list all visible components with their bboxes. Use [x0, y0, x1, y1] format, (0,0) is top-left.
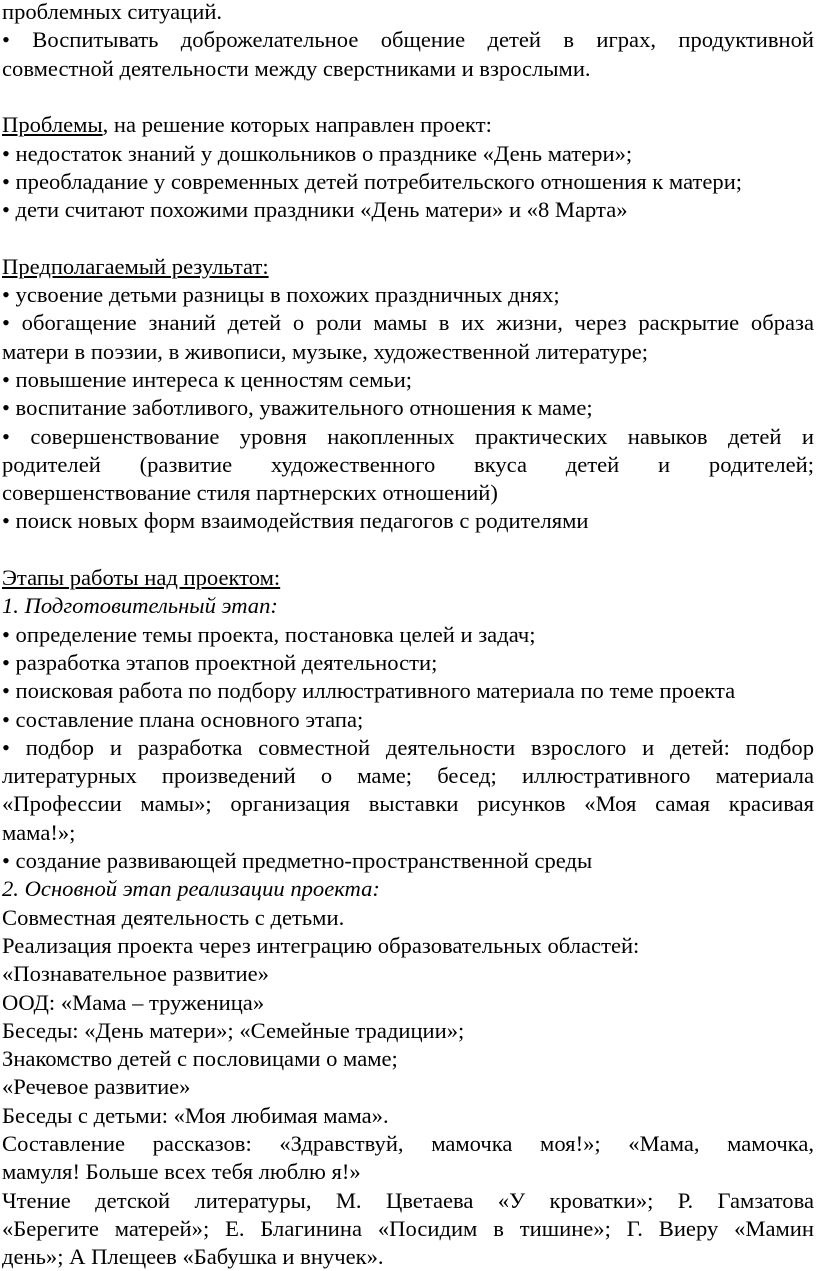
stage1-line: • поисковая работа по подбору иллюстративного материала по теме проекта	[2, 678, 736, 704]
stage2-line: «Речевое развитие»	[2, 1074, 191, 1100]
result-line: матери в поэзии, в живописи, музыке, художественной литературе;	[2, 338, 649, 364]
stage2-line: ООД: «Мама – труженица»	[2, 989, 265, 1015]
stage1-title: 1. Подготовительный этап:	[2, 593, 278, 619]
stage2-line: Составление рассказов: «Здравствуй, мамочка моя!»; «Мама, мамочка,	[2, 1131, 814, 1156]
stage1-line: • создание развивающей предметно-пространственной среды	[2, 848, 593, 873]
result-line: • воспитание заботливого, уважительного отношения к маме;	[2, 395, 593, 421]
stage2-line: Реализация проекта через интеграцию образовательных областей:	[2, 932, 640, 958]
stage2-title: 2. Основной этап реализации проекта:	[2, 876, 380, 902]
stage1-line: • подбор и разработка совместной деятельности взрослого и детей: подбор	[2, 734, 814, 760]
result-line: совершенствование стиля партнерских отношений)	[2, 480, 498, 506]
stage2-line: Беседы: «День матери»; «Семейные традиции»;	[2, 1017, 465, 1043]
problem-item: • преобладание у современных детей потребительского отношения к матери;	[2, 168, 743, 194]
stage1-line: • составление плана основного этапа;	[2, 706, 364, 732]
problem-item: • дети считают похожими праздники «День матери» и «8 Марта»	[2, 197, 628, 223]
result-line: • поиск новых форм взаимодействия педагогов с родителями	[2, 508, 589, 534]
result-line: • обогащение знаний детей о роли мамы в их жизни, через раскрытие образа	[2, 310, 814, 336]
stage2-line: «Познавательное развитие»	[2, 961, 269, 987]
stage1-line: «Профессии мамы»; организация выставки рисунков «Моя самая красивая	[2, 791, 814, 817]
stage1-line: литературных произведений о маме; бесед; иллюстративного материала	[2, 763, 814, 789]
problems-heading-line	[2, 111, 492, 139]
intro-line: • Воспитывать доброжелательное общение детей в играх, продуктивной	[2, 27, 814, 53]
stage2-line: мамуля! Больше всех тебя люблю я!»	[2, 1159, 361, 1185]
stage2-line: день»; А Плещеев «Бабушка и внучек».	[2, 1244, 384, 1270]
stage1-line: мама!»;	[2, 819, 76, 845]
stage2-line: «Берегите матерей»; Е. Благинина «Посидим в тишине»; Г. Виеру «Мамин	[2, 1215, 814, 1241]
stages-heading: Этапы работы над проектом:	[2, 565, 281, 590]
result-line: • усвоение детьми разницы в похожих праздничных днях;	[2, 282, 560, 307]
problem-item: • недостаток знаний у дошкольников о празднике «День матери»;	[2, 140, 633, 166]
result-line: • повышение интереса к ценностям семьи;	[2, 366, 413, 392]
problems-heading-rest: , на решение которых направлен проект:	[102, 112, 492, 138]
result-line: родителей (развитие художественного вкуса детей и родителей;	[2, 451, 814, 477]
stage1-line: • разработка этапов проектной деятельности;	[2, 649, 438, 675]
results-heading: Предполагаемый результат:	[2, 253, 269, 279]
intro-line: совместной деятельности между сверстниками и взрослыми.	[2, 55, 591, 81]
stage2-line: Беседы с детьми: «Моя любимая мама».	[2, 1102, 389, 1128]
result-line: • совершенствование уровня накопленных практических навыков детей и	[2, 423, 814, 449]
problems-heading: Проблемы	[2, 112, 103, 138]
stage2-line: Знакомство детей с пословицами о маме;	[2, 1046, 398, 1072]
stage2-line: Совместная деятельность с детьми.	[2, 904, 345, 930]
stage2-line: Чтение детской литературы, М. Цветаева «У кроватки»; Р. Гамзатова	[2, 1187, 814, 1213]
intro-line: проблемных ситуаций.	[2, 0, 223, 24]
stage1-line: • определение темы проекта, постановка целей и задач;	[2, 621, 536, 647]
